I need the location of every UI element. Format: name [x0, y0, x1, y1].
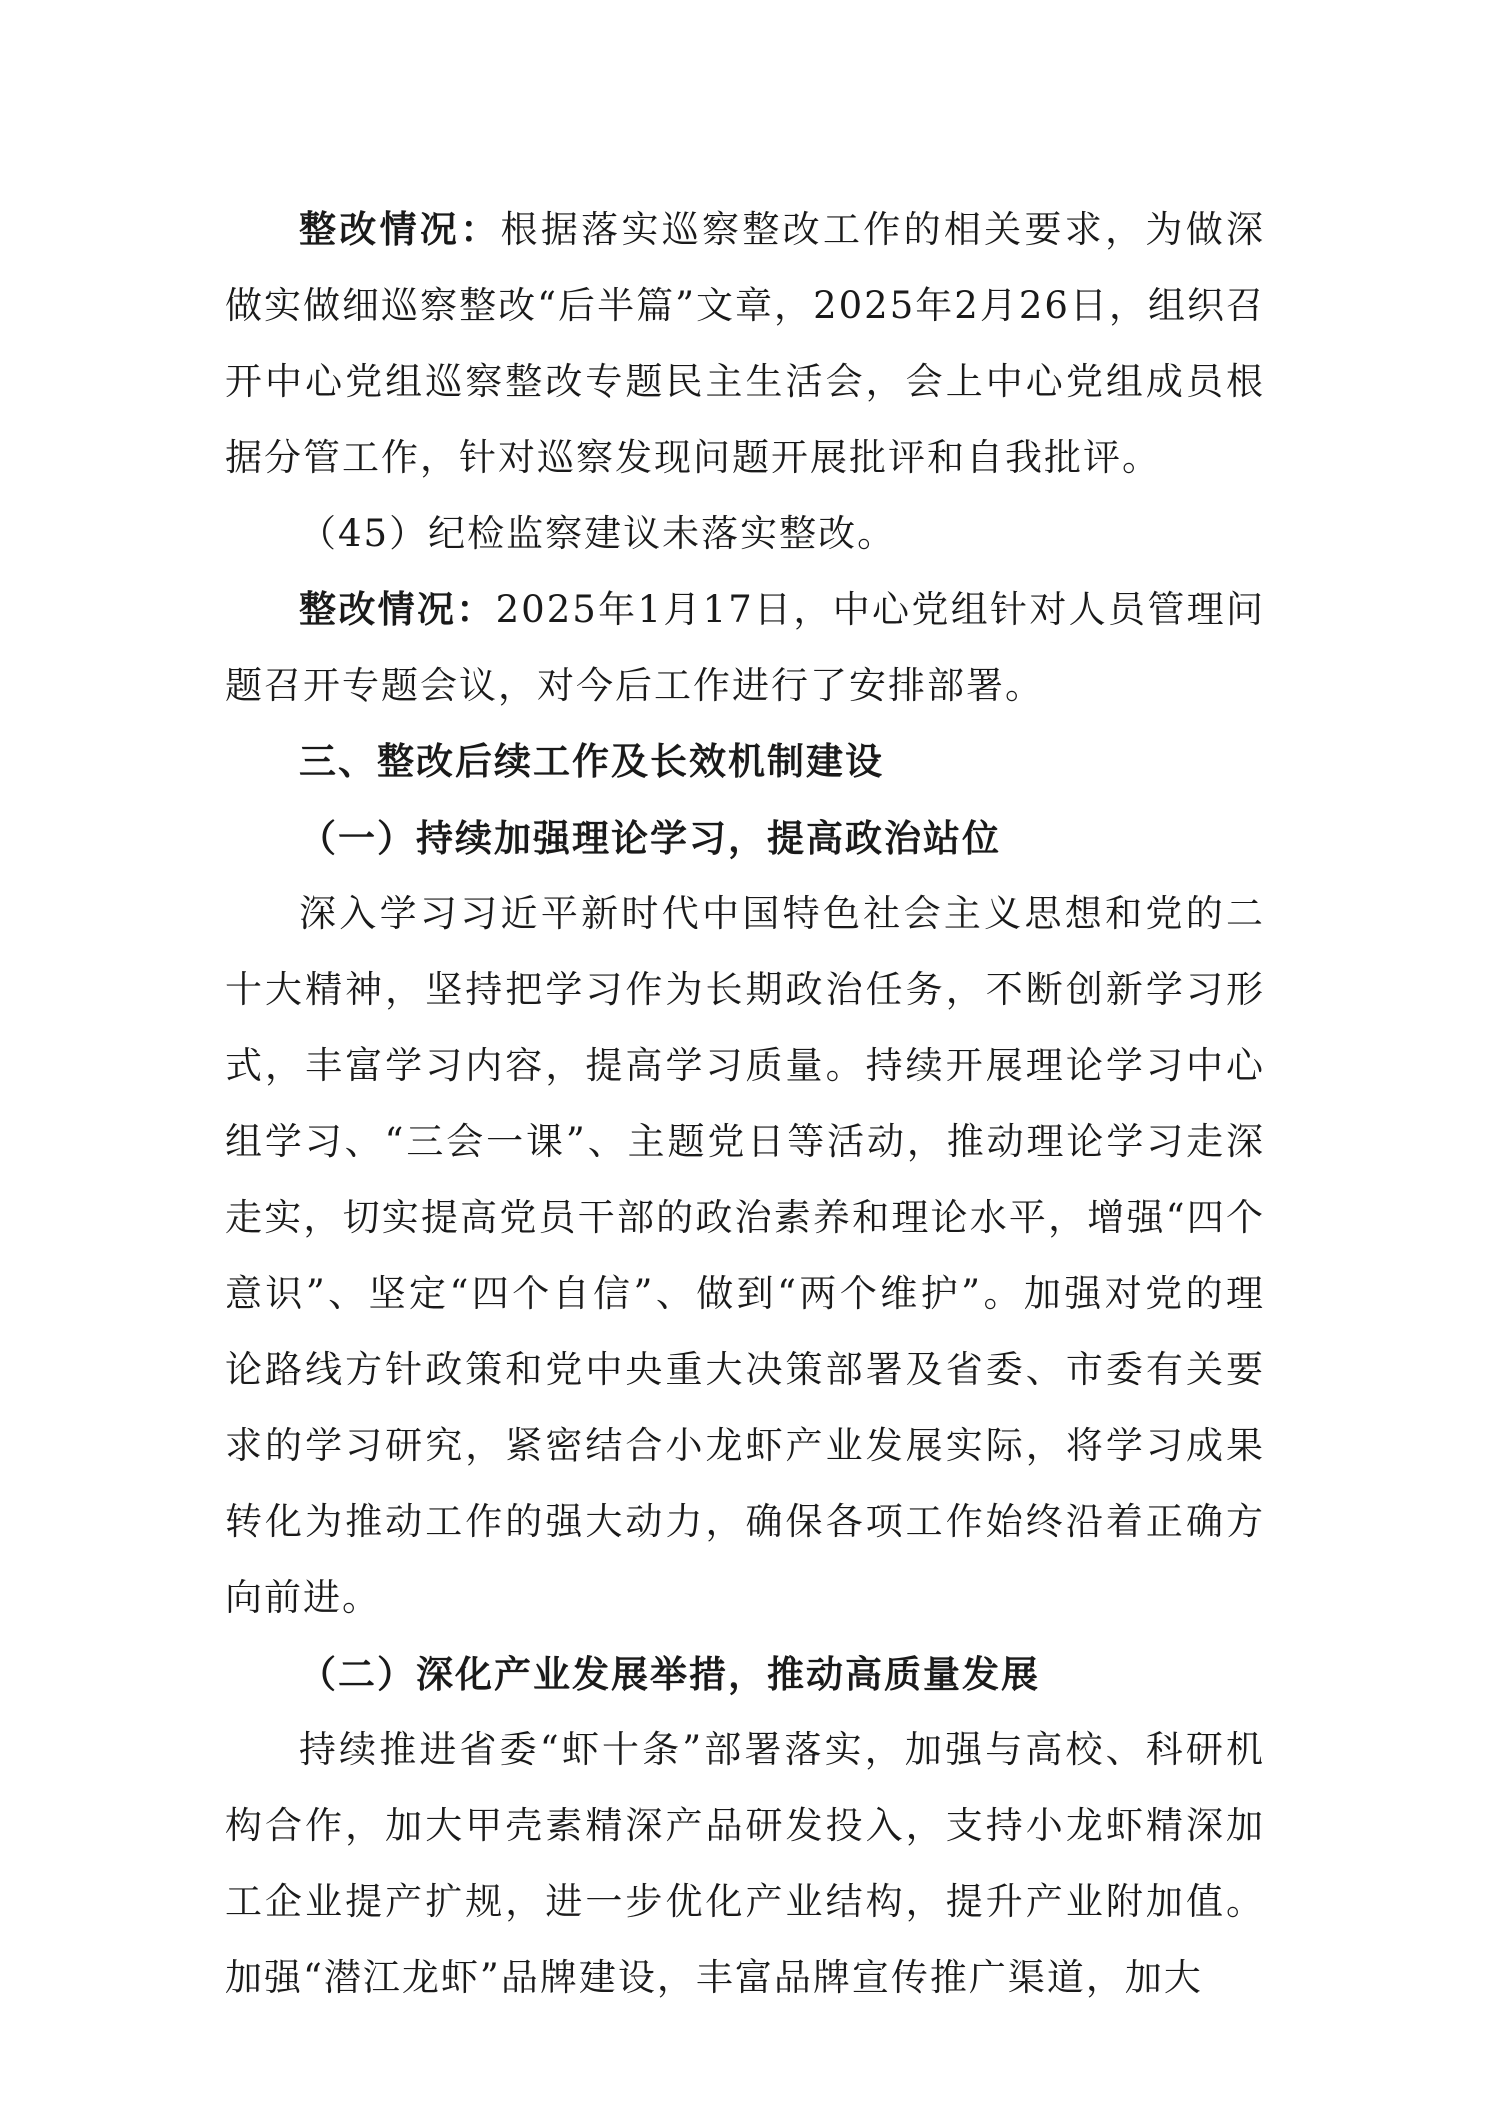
industry-development-paragraph: 持续推进省委“虾十条”部署落实，加强与高校、科研机构合作，加大甲壳素精深产品研发投入，支持小龙虾精深加工企业提产扩规，进一步优化产业结构，提升产业附加值。加强“潜江龙虾”品牌建设，丰富品牌宣传推广渠道，加大 [225, 1728, 1265, 1999]
section-heading-3: 三、整改后续工作及长效机制建设 [299, 740, 884, 783]
subsection-heading-2: （二）深化产业发展举措，推动高质量发展 [299, 1652, 1040, 1696]
rectification-paragraph-2 [225, 572, 1265, 724]
document-body [225, 192, 1265, 2016]
rectification-lead-label: 整改情况： [299, 588, 496, 631]
rectification-text: 根据落实巡察整改工作的相关要求，为做深做实做细巡察整改“后半篇”文章，2025年2月26日，组织召开中心党组巡察整改专题民主生活会，会上中心党组成员根据分管工作，针对巡察发现问题开展批评和自我批评。 [225, 208, 1266, 479]
theory-study-paragraph: 深入学习习近平新时代中国特色社会主义思想和党的二十大精神，坚持把学习作为长期政治任务，不断创新学习形式，丰富学习内容，提高学习质量。持续开展理论学习中心组学习、“三会一课”、主题党日等活动，推动理论学习走深走实，切实提高党员干部的政治素养和理论水平，增强“四个意识”、坚定“四个自信”、做到“两个维护”。加强对党的理论路线方针政策和党中央重大决策部署及省委、市委有关要求的学习研究，紧密结合小龙虾产业发展实际，将学习成果转化为推动工作的强大动力，确保各项工作始终沿着正确方向前进。 [225, 892, 1265, 1619]
rectification-paragraph-1 [225, 192, 1265, 496]
issue-item-45: （45）纪检监察建议未落实整改。 [299, 512, 897, 555]
rectification-lead-label: 整改情况： [299, 208, 501, 251]
subsection-heading-1: （一）持续加强理论学习，提高政治站位 [299, 816, 1001, 860]
rectification-text: 2025年1月17日，中心党组针对人员管理问题召开专题会议，对今后工作进行了安排部署。 [225, 588, 1265, 707]
